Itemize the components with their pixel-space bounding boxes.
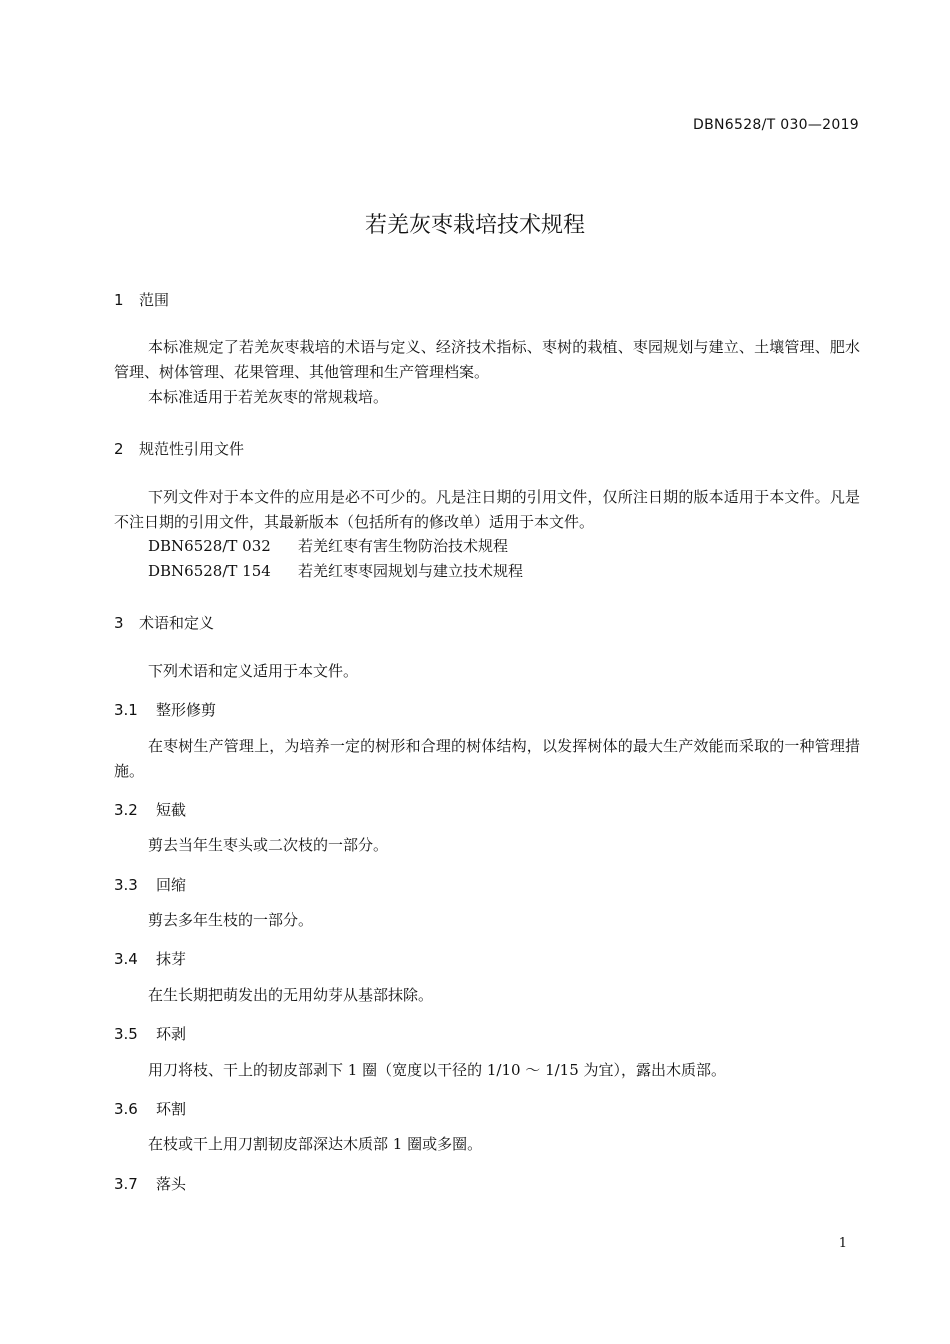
term-number: 3.5 (114, 1025, 138, 1043)
reference-item (148, 559, 523, 584)
term-number: 3.1 (114, 701, 138, 719)
section-title: 范围 (139, 291, 170, 309)
section-title: 术语和定义 (139, 614, 215, 632)
term-title: 回缩 (156, 876, 187, 894)
term-heading (114, 799, 186, 820)
term-definition: 在枣树生产管理上，为培养一定的树形和合理的树体结构，以发挥树体的最大生产效能而采取的一种管理措施。 (114, 737, 860, 780)
term-heading (114, 1098, 186, 1119)
term-title: 抹芽 (156, 950, 187, 968)
document-title: 若羌灰枣栽培技术规程 (364, 213, 585, 238)
reference-item (148, 534, 508, 559)
term-heading (114, 1173, 186, 1194)
term-title: 环割 (156, 1100, 187, 1118)
term-definition: 用刀将枝、干上的韧皮部剥下 1 圈（宽度以干径的 1/10 ～ 1/15 为宜），露出木质部。 (148, 1061, 727, 1079)
section-1-heading (114, 289, 169, 310)
section-1-paragraph: 本标准适用于若羌灰枣的常规栽培。 (148, 388, 389, 406)
section-number: 3 (114, 614, 124, 632)
document-id: DBN6528/T 030—2019 (693, 117, 859, 133)
term-title: 短截 (156, 801, 187, 819)
term-number: 3.4 (114, 950, 138, 968)
term-number: 3.6 (114, 1100, 138, 1118)
term-heading (114, 699, 216, 720)
term-number: 3.3 (114, 876, 138, 894)
section-number: 2 (114, 440, 124, 458)
section-title: 规范性引用文件 (139, 440, 245, 458)
term-definition: 剪去当年生枣头或二次枝的一部分。 (148, 836, 389, 854)
section-number: 1 (114, 291, 124, 309)
section-1-paragraph: 本标准规定了若羌灰枣栽培的术语与定义、经济技术指标、枣树的栽植、枣园规划与建立、土壤管理、肥水管理、树体管理、花果管理、其他管理和生产管理档案。 (114, 338, 860, 381)
reference-code: DBN6528/T 154 (148, 562, 271, 580)
term-heading (114, 948, 186, 969)
term-title: 整形修剪 (156, 701, 217, 719)
term-number: 3.7 (114, 1175, 138, 1193)
reference-code: DBN6528/T 032 (148, 537, 271, 555)
term-definition: 在生长期把萌发出的无用幼芽从基部抹除。 (148, 986, 434, 1004)
term-definition: 剪去多年生枝的一部分。 (148, 911, 314, 929)
page-number: 1 (838, 1236, 847, 1251)
term-number: 3.2 (114, 801, 138, 819)
term-heading (114, 1023, 186, 1044)
term-definition: 在枝或干上用刀割韧皮部深达木质部 1 圈或多圈。 (148, 1135, 483, 1153)
section-2-heading (114, 438, 244, 459)
reference-name: 若羌红枣枣园规划与建立技术规程 (298, 562, 524, 580)
section-3-heading (114, 612, 214, 633)
reference-name: 若羌红枣有害生物防治技术规程 (298, 537, 509, 555)
term-title: 落头 (156, 1175, 187, 1193)
section-3-intro: 下列术语和定义适用于本文件。 (148, 662, 359, 680)
term-title: 环剥 (156, 1025, 187, 1043)
term-heading (114, 874, 186, 895)
section-2-paragraph: 下列文件对于本文件的应用是必不可少的。凡是注日期的引用文件，仅所注日期的版本适用于本文件。凡是不注日期的引用文件，其最新版本（包括所有的修改单）适用于本文件。 (114, 488, 860, 531)
